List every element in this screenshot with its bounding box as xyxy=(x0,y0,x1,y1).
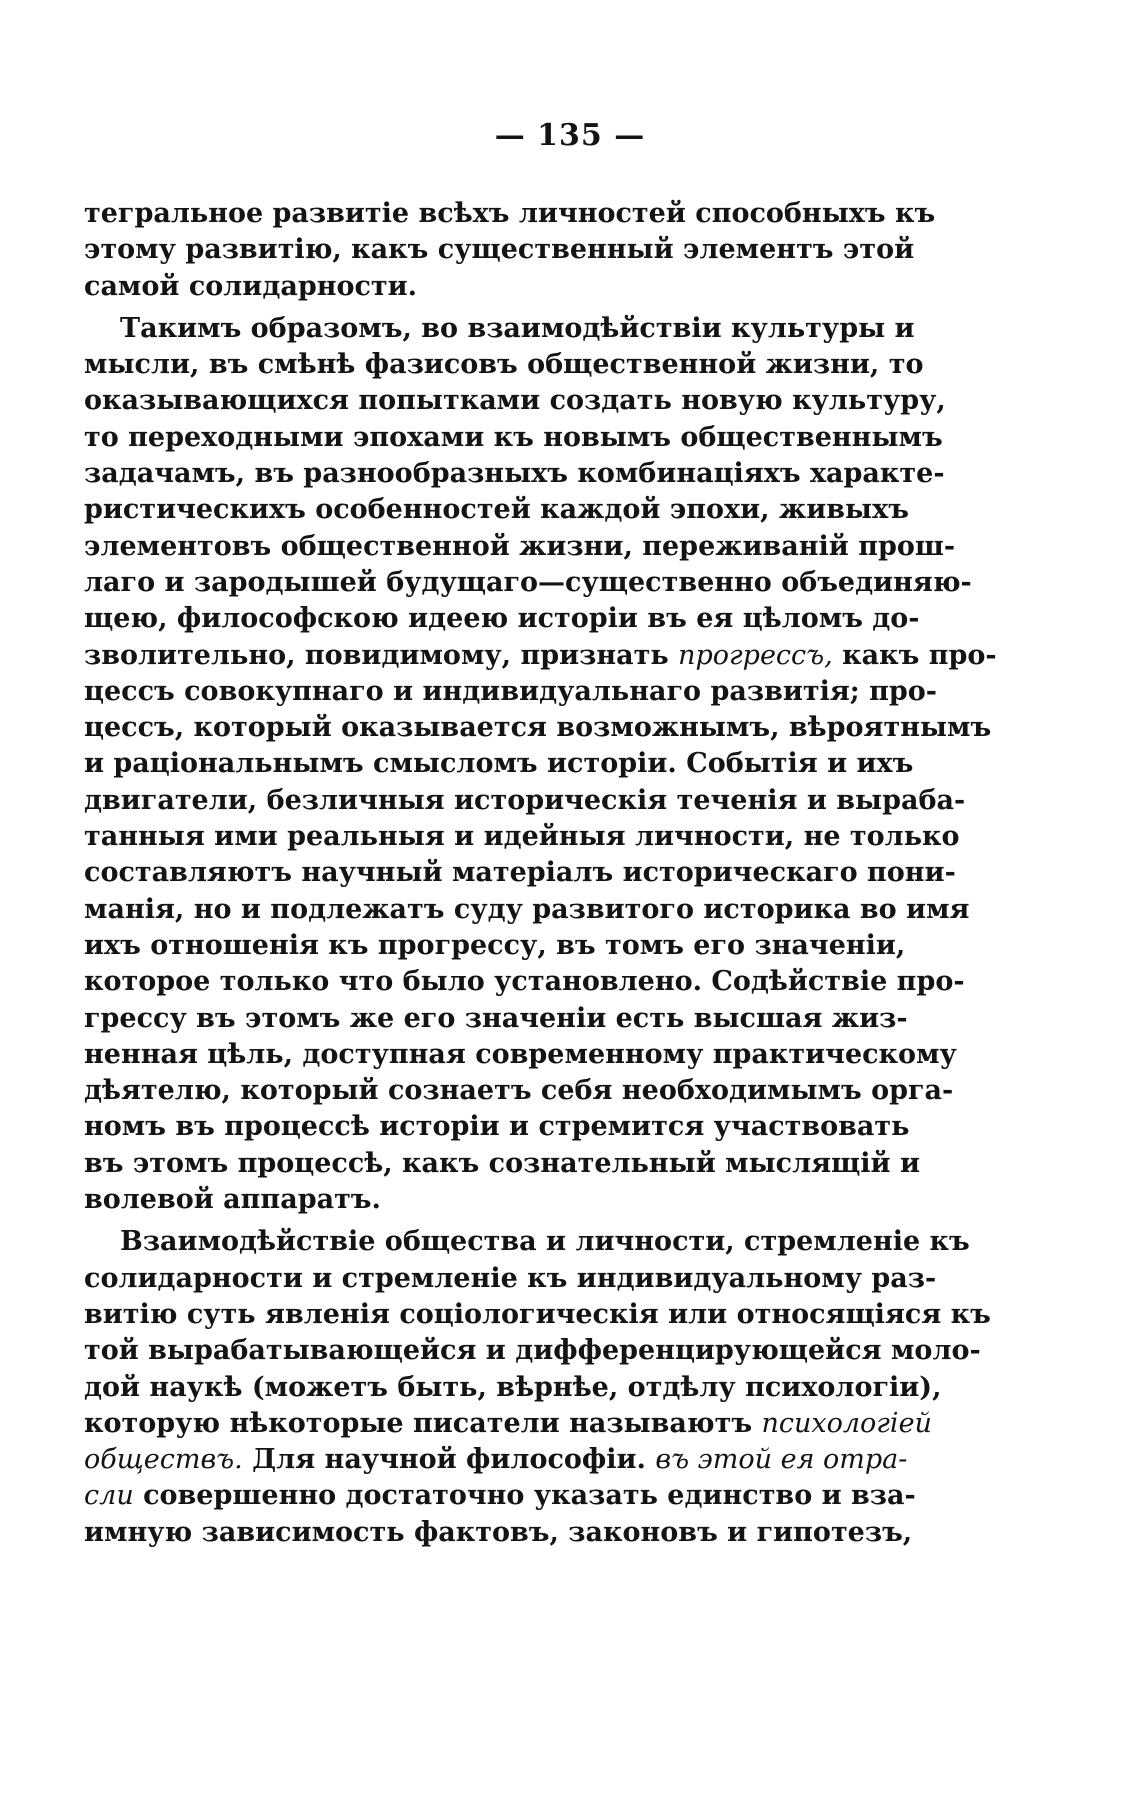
text-line xyxy=(84,420,943,456)
text-line xyxy=(84,1370,942,1406)
text-run: элементовъ общественной жизни, переживаній прош- xyxy=(84,530,956,562)
text-line xyxy=(84,1224,970,1260)
page-number: — 135 — xyxy=(494,118,646,153)
text-run: которую нѣкоторые писатели называютъ xyxy=(84,1407,762,1439)
text-run: лаго и зародышей будущаго—существенно объединяю- xyxy=(84,566,972,598)
paragraph xyxy=(84,196,936,305)
text-line xyxy=(84,1109,910,1145)
text-run: имную зависимость фактовъ, законовъ и гипотезъ, xyxy=(84,1516,913,1548)
text-run: грессу въ этомъ же его значеніи есть высшая жиз- xyxy=(84,1002,908,1034)
text-line xyxy=(84,783,966,819)
text-line xyxy=(84,1261,937,1297)
text-line xyxy=(84,892,970,928)
text-line xyxy=(84,819,960,855)
text-run: двигатели, безличныя историческія теченія и выраба- xyxy=(84,784,966,816)
text-run: ихъ отношенія къ прогрессу, въ томъ его значеніи, xyxy=(84,929,906,961)
text-run: Для научной философіи. xyxy=(242,1444,656,1476)
page-body-text xyxy=(84,196,997,1551)
text-line xyxy=(84,1406,932,1442)
text-line xyxy=(84,196,936,232)
text-run: цессъ совокупнаго и индивидуальнаго развитія; про- xyxy=(84,675,938,707)
text-line xyxy=(84,456,945,492)
text-run: этому развитію, какъ существенный элементъ этой xyxy=(84,234,915,266)
text-line xyxy=(84,674,938,710)
italic-text: сли xyxy=(84,1480,134,1512)
text-line xyxy=(84,710,992,746)
text-run: самой солидарности. xyxy=(84,270,418,302)
text-line xyxy=(84,1297,991,1333)
text-line xyxy=(84,311,915,347)
text-line xyxy=(84,1001,908,1037)
text-run: оказывающихся попытками создать новую культуру, xyxy=(84,385,946,417)
text-line xyxy=(84,1515,913,1551)
text-line xyxy=(84,1442,908,1478)
text-line xyxy=(84,1073,954,1109)
text-line xyxy=(84,1037,957,1073)
text-run: то переходными эпохами къ новымъ общественнымъ xyxy=(84,421,943,453)
text-run: зволительно, повидимому, признать xyxy=(84,639,679,671)
text-line xyxy=(84,855,956,891)
text-line xyxy=(84,1478,916,1514)
paragraph xyxy=(84,1224,991,1551)
text-run: ненная цѣль, доступная современному практическому xyxy=(84,1038,957,1070)
text-line xyxy=(84,269,886,305)
text-run: какъ про- xyxy=(832,639,997,671)
text-line xyxy=(84,565,972,601)
text-run: которое только что было установлено. Содѣйствіе про- xyxy=(84,966,965,998)
text-run: дѣятелю, который сознаетъ себя необходимымъ орга- xyxy=(84,1075,954,1107)
text-line xyxy=(84,928,906,964)
text-line xyxy=(84,492,909,528)
text-run: витію суть явленія соціологическія или относящіяся къ xyxy=(84,1298,991,1330)
text-line xyxy=(84,232,915,268)
text-run: дой наукѣ (можетъ быть, вѣрнѣе, отдѣлу психологіи), xyxy=(84,1371,942,1403)
italic-text: въ этой ея отра- xyxy=(655,1444,908,1476)
italic-text: психологіей xyxy=(761,1407,932,1439)
paragraph xyxy=(84,311,997,1218)
text-run: номъ въ процессѣ исторіи и стремится участвовать xyxy=(84,1111,910,1143)
text-run: тегральное развитіе всѣхъ личностей способныхъ къ xyxy=(84,198,936,229)
text-run: ристическихъ особенностей каждой эпохи, живыхъ xyxy=(84,494,909,526)
text-run: танныя ими реальныя и идейныя личности, не только xyxy=(84,821,960,853)
text-line xyxy=(84,638,997,674)
text-line xyxy=(84,1333,981,1369)
text-run: манія, но и подлежатъ суду развитого историка во имя xyxy=(84,893,970,925)
italic-text: обществъ. xyxy=(84,1444,243,1476)
text-line xyxy=(84,1146,920,1182)
text-run: Взаимодѣйствіе общества и личности, стремленіе къ xyxy=(120,1226,970,1258)
text-line xyxy=(84,964,965,1000)
text-line xyxy=(84,347,924,383)
text-run: солидарности и стремленіе къ индивидуальному раз- xyxy=(84,1262,937,1294)
text-run: совершенно достаточно указать единство и вза- xyxy=(133,1480,916,1512)
text-run: Такимъ образомъ, во взаимодѣйствіи культуры и xyxy=(120,312,915,344)
text-line xyxy=(84,383,946,419)
text-run: щею, философскою идеею исторіи въ ея цѣломъ до- xyxy=(84,603,920,635)
text-run: цессъ, который оказывается возможнымъ, вѣроятнымъ xyxy=(84,712,992,744)
text-run: и раціональнымъ смысломъ исторіи. Событія и ихъ xyxy=(84,748,914,780)
text-line xyxy=(84,1182,886,1218)
text-run: задачамъ, въ разнообразныхъ комбинаціяхъ характе- xyxy=(84,458,945,490)
text-run: мысли, въ смѣнѣ фазисовъ общественной жизни, то xyxy=(84,349,924,381)
text-run: составляютъ научный матеріалъ историческаго пони- xyxy=(84,857,956,889)
text-run: волевой аппаратъ. xyxy=(84,1184,381,1216)
text-line xyxy=(84,529,956,565)
text-run: въ этомъ процессѣ, какъ сознательный мыслящій и xyxy=(84,1147,920,1179)
italic-text: прогрессъ, xyxy=(678,639,833,671)
text-line xyxy=(84,601,920,637)
text-run: той вырабатывающейся и дифференцирующейся моло- xyxy=(84,1335,981,1367)
text-line xyxy=(84,746,914,782)
